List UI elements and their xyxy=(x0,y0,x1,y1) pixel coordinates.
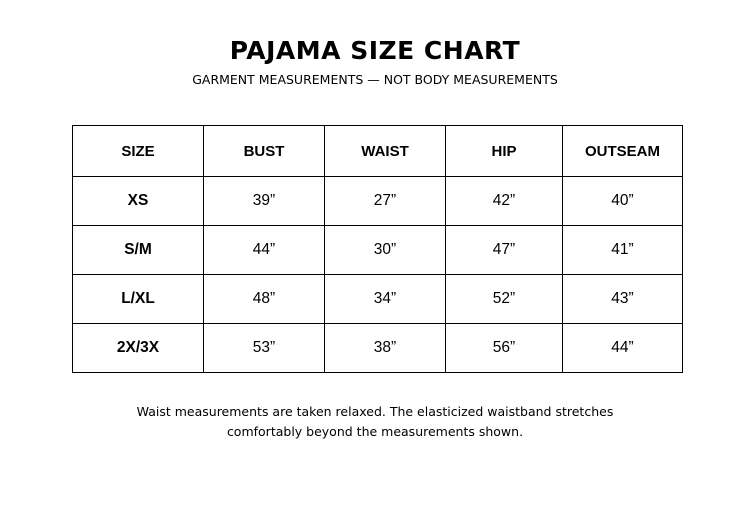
page-title: PAJAMA SIZE CHART xyxy=(229,36,521,65)
waist-cell: 34” xyxy=(325,275,446,324)
header-bust: BUST xyxy=(204,126,325,177)
hip-cell: 52” xyxy=(446,275,563,324)
note-line: comfortably beyond the measurements shown. xyxy=(226,424,524,439)
size-chart-table xyxy=(72,125,683,373)
outseam-cell: 43” xyxy=(563,275,683,324)
bust-cell: 53” xyxy=(204,324,325,373)
outseam-cell: 40” xyxy=(563,177,683,226)
bust-cell: 39” xyxy=(204,177,325,226)
bust-cell: 44” xyxy=(204,226,325,275)
size-cell: L/XL xyxy=(73,275,204,324)
outseam-cell: 44” xyxy=(563,324,683,373)
table-row xyxy=(73,177,683,226)
size-cell: XS xyxy=(73,177,204,226)
header-outseam: OUTSEAM xyxy=(563,126,683,177)
hip-cell: 47” xyxy=(446,226,563,275)
hip-cell: 56” xyxy=(446,324,563,373)
page-subtitle: GARMENT MEASUREMENTS — NOT BODY MEASUREMENTS xyxy=(192,72,558,87)
table-row xyxy=(73,226,683,275)
hip-cell: 42” xyxy=(446,177,563,226)
size-cell: S/M xyxy=(73,226,204,275)
measurement-note xyxy=(0,402,750,442)
table-header-row xyxy=(73,126,683,177)
note-line: Waist measurements are taken relaxed. The elasticized waistband stretches xyxy=(136,404,614,419)
waist-cell: 27” xyxy=(325,177,446,226)
bust-cell: 48” xyxy=(204,275,325,324)
table-row xyxy=(73,275,683,324)
table-row xyxy=(73,324,683,373)
waist-cell: 30” xyxy=(325,226,446,275)
header-hip: HIP xyxy=(446,126,563,177)
header-waist: WAIST xyxy=(325,126,446,177)
outseam-cell: 41” xyxy=(563,226,683,275)
header-size: SIZE xyxy=(73,126,204,177)
size-cell: 2X/3X xyxy=(73,324,204,373)
waist-cell: 38” xyxy=(325,324,446,373)
